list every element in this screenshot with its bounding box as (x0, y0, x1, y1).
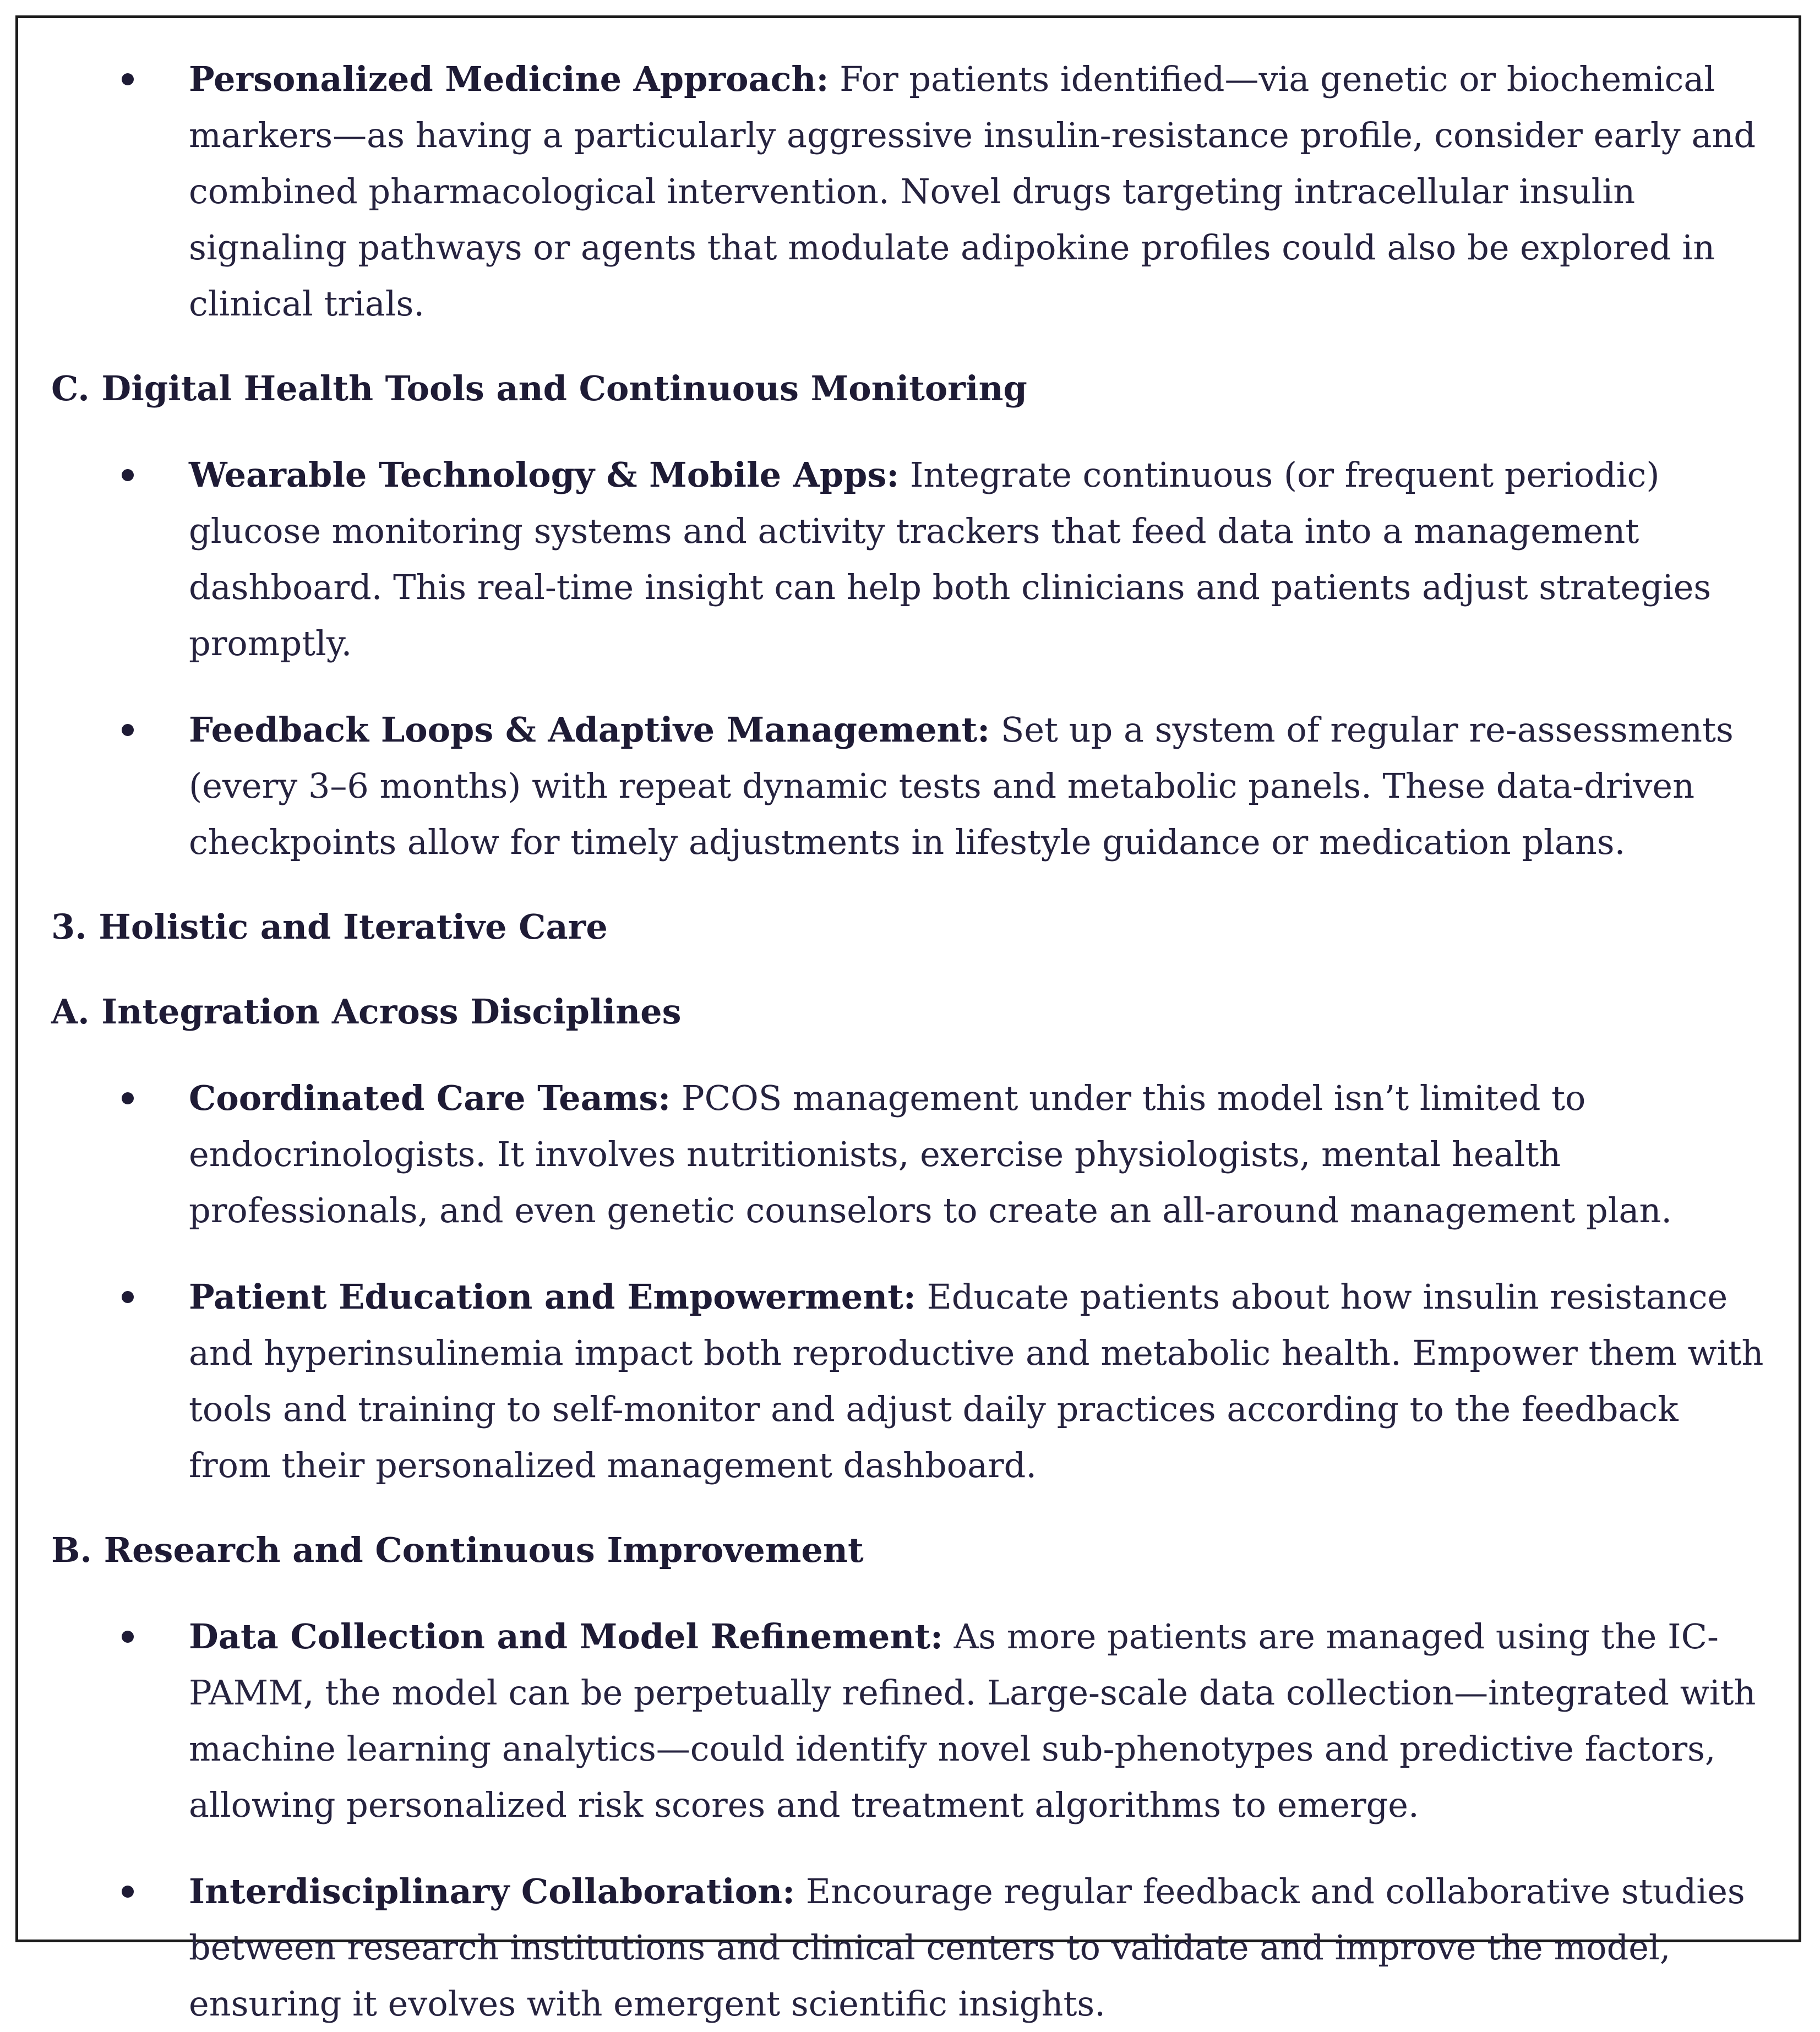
bullet-icon (122, 1291, 134, 1303)
bullet-title: Feedback Loops & Adaptive Management: (189, 710, 990, 750)
bullet-wearable-technology (51, 447, 1765, 672)
bullet-personalized-medicine (51, 51, 1765, 332)
bullet-patient-education (51, 1269, 1765, 1494)
bullet-text: PCOS management under this model isn’t limited to endocrinologists. It involves nutritionists, exercise physiologists, mental health professionals, and even genetic counselors to create an all-around management plan. (189, 1078, 1672, 1230)
bullet-text: Integrate continuous (or frequent periodic) glucose monitoring systems and activity trackers that feed data into a management dashboard. This real-time insight can help both clinicians and patients adjust strategies promptly. (189, 455, 1712, 663)
bullet-coordinated-care (51, 1070, 1765, 1239)
bullet-text: For patients identified—via genetic or biochemical markers—as having a particularly aggressive insulin-resistance profile, consider early and combined pharmacological intervention. Novel drugs targeting intracellular insulin signaling pathways or agents that modulate adipokine profiles could also be explored in clinical trials. (189, 59, 1756, 324)
bullet-text: As more patients are managed using the IC-PAMM, the model can be perpetually refined. Large-scale data collection—integrated with machine learning analytics—could identify novel sub-phenotypes and predictive factors, allowing personalized risk scores and treatment algorithms to emerge. (189, 1616, 1756, 1825)
bullet-data-collection (51, 1609, 1765, 1833)
document-body (51, 51, 1765, 2032)
bullet-text: Encourage regular feedback and collaborative studies between research institutions and clinical centers to validate and improve the model, ensuring it evolves with emergent scientific insights. (189, 1871, 1745, 2024)
bullet-feedback-loops (51, 702, 1765, 870)
bullet-title: Personalized Medicine Approach: (189, 59, 829, 99)
document-frame (15, 15, 1801, 2024)
section-heading-integration: A. Integration Across Disciplines (51, 992, 682, 1032)
bullet-icon (122, 73, 134, 85)
bullet-title: Coordinated Care Teams: (189, 1078, 671, 1118)
bullet-icon (122, 724, 134, 736)
bullet-text: Educate patients about how insulin resistance and hyperinsulinemia impact both reproductive and metabolic health. Empower them with tools and training to self-monitor and adjust daily practices according to the feedback from their personalized management dashboard. (189, 1277, 1764, 1485)
bullet-title: Wearable Technology & Mobile Apps: (189, 455, 900, 495)
bullet-icon (122, 469, 134, 481)
bullet-text: Set up a system of regular re-assessments (every 3–6 months) with repeat dynamic tests and metabolic panels. These data-driven checkpoints allow for timely adjustments in lifestyle guidance or medication plans. (189, 710, 1734, 862)
section-heading-holistic-care: 3. Holistic and Iterative Care (51, 907, 608, 947)
bullet-title: Patient Education and Empowerment: (189, 1277, 916, 1317)
bullet-icon (122, 1631, 134, 1643)
bullet-interdisciplinary-collaboration (51, 1864, 1765, 2032)
bullet-icon (122, 1092, 134, 1104)
bullet-title: Interdisciplinary Collaboration: (189, 1871, 795, 1911)
section-heading-digital-health: C. Digital Health Tools and Continuous Monitoring (51, 368, 1027, 408)
bullet-icon (122, 1886, 134, 1898)
section-heading-research: B. Research and Continuous Improvement (51, 1530, 864, 1570)
bullet-title: Data Collection and Model Refinement: (189, 1616, 943, 1657)
